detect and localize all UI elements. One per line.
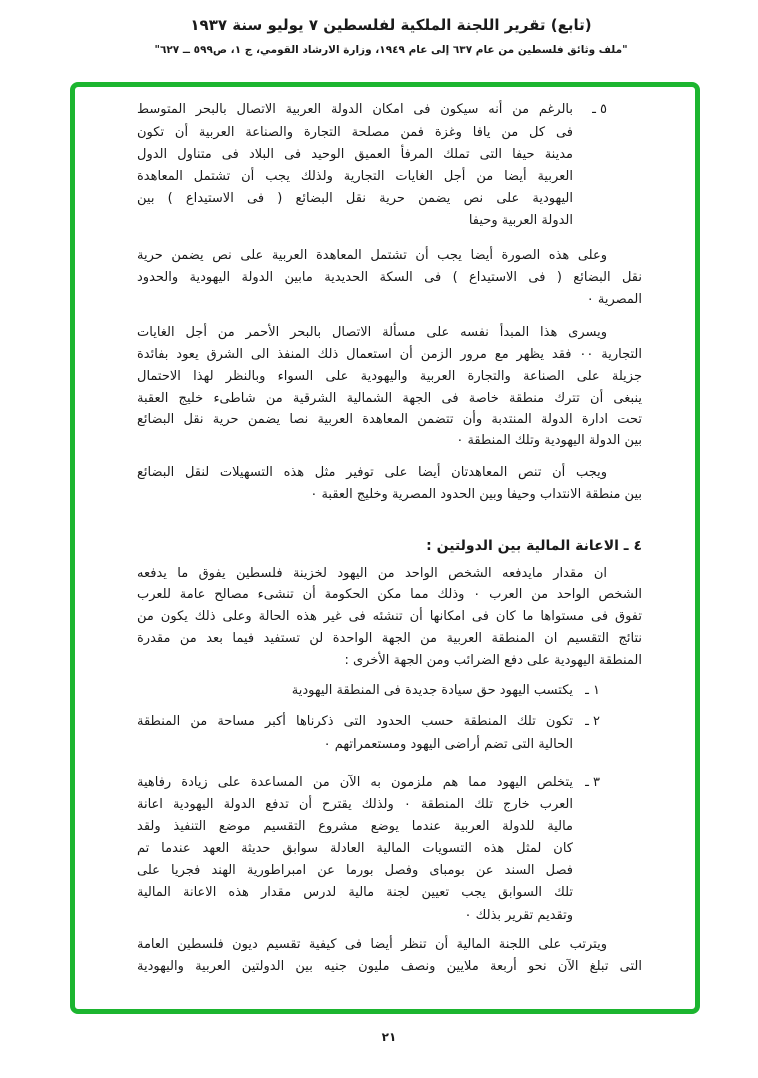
text-line: بين منطقة الانتداب وحيفا وبين الحدود المصرية وخليج العقبة ٠	[310, 487, 642, 502]
text-line: يكتسب اليهود حق سيادة جديدة فى المنطقة اليهودية	[291, 683, 573, 698]
text-line: جزيلة على الصناعة والتجارة العربية واليهودية على السواء وبالنظر لهذا الاحتمال	[137, 369, 642, 384]
item-number: ٥ ـ	[592, 102, 607, 117]
text-line: نتائج التقسيم ان المنطقة العربية من الجهة الواحدة لن تستفيد فيما بعد من مقدرة	[137, 631, 642, 646]
item-number: ١ ـ	[585, 683, 600, 698]
text-line: التى تبلغ الآن نحو أربعة ملايين ونصف مليون جنيه بين الدولتين العربية واليهودية	[137, 959, 642, 974]
text-line: اليهودية على نص يضمن حرية نقل البضائع ( فى الاستيداع ) بين	[137, 191, 573, 206]
text-line: الدولة العربية وحيفا	[468, 213, 573, 228]
page-number: ٢١	[381, 1030, 397, 1044]
text-line: ويسرى هذا المبدأ نفسه على مسألة الاتصال بالبحر الأحمر من أجل الغايات	[137, 325, 607, 340]
text-line: تلك السوابق يجب تعيين لجنة مالية لدرس مقدار هذه الاعانة المالية	[137, 885, 573, 900]
text-line: العربية أيضا من أجل الغايات التجارية ولذلك يجب أن تشتمل المعاهدة	[137, 169, 573, 184]
text-line: المنطقة اليهودية على دفع الضرائب ومن الجهة الأخرى :	[344, 653, 642, 668]
text-line: وتقديم تقرير بذلك ٠	[464, 908, 573, 923]
item-number: ٢ ـ	[585, 714, 600, 729]
text-line: بين الدولة اليهودية وتلك المنطقة ٠	[456, 433, 642, 448]
text-line: كان لمثل هذه التسويات المالية العادلة سوابق حديثة العهد عندما تم	[137, 841, 573, 856]
document-title: (تابع) تقرير اللجنة الملكية لفلسطين ٧ يوليو سنة ١٩٣٧	[190, 16, 592, 34]
section-heading: ٤ ـ الاعانة المالية بين الدولتين :	[426, 538, 642, 554]
text-line: ان مقدار مايدفعه الشخص الواحد من اليهود لخزينة فلسطين يفوق ما يدفعه	[137, 566, 607, 581]
text-line: التجارية ٠٠ فقد يظهر مع مرور الزمن أن استعمال ذلك المنفذ الى الشرق يعود بفائدة	[137, 347, 642, 362]
item-number: ٣ ـ	[585, 775, 600, 790]
text-line: العرب خارج تلك المنطقة ٠ ولذلك يقترح أن تدفع الدولة اليهودية اعانة	[137, 797, 573, 812]
text-line: الحالية التى تضم أراضى اليهود ومستعمراتهم ٠	[323, 737, 573, 752]
text-line: فى كل من يافا وغزة فمن مصلحة التجارة والصناعة العربية أن تكون	[137, 125, 573, 140]
text-line: ويترتب على اللجنة المالية أن تنظر أيضا فى كيفية تقسيم ديون فلسطين العامة	[137, 937, 607, 952]
text-line: ينبغى أن تترك منطقة خاصة فى الجهة الشمالية الشرقية من شاطىء خليج العقبة	[137, 391, 642, 406]
text-line: الشخص الواحد من العرب ٠ وذلك مما مكن الحكومة أن تنشىء مصالح عامة للعرب	[137, 587, 642, 602]
text-line: بالرغم من أنه سيكون فى امكان الدولة العربية الاتصال بالبحر المتوسط	[137, 102, 573, 117]
text-line: فصل السند عن بومباى وفصل بورما عن امبراطورية الهند فجريا على	[137, 863, 573, 878]
text-line: تفوق فى مستواها ما كان فى امكانها أن تنشئه فى غير هذه الحالة وعلى ذلك يكون من	[137, 609, 642, 624]
text-line: تكون تلك المنطقة حسب الحدود التى ذكرناها أكبر مساحة من المنطقة	[137, 714, 573, 729]
text-line: نقل البضائع ( فى الاستيداع ) فى السكة الحديدية مابين الدولة اليهودية والحدود	[137, 270, 642, 285]
text-line: مدينة حيفا التى تملك المرفأ العميق الوحيد فى البلاد فى متناول الدول	[137, 147, 573, 162]
text-line: مالية للدولة العربية عندما يوضع مشروع التقسيم موضع التنفيذ ولقد	[137, 819, 573, 834]
text-line: المصرية ٠	[586, 292, 642, 307]
text-line: يتخلص اليهود مما هم ملزمون به الآن من المساعدة على زيادة رفاهية	[137, 775, 573, 790]
document-source: "ملف وثائق فلسطين من عام ٦٣٧ إلى عام ١٩٤٩، وزارة الارشاد القومي، ج ١، ص٥٩٩ ــ ٦٢٧"	[154, 44, 628, 56]
text-line: ويجب أن تنص المعاهدتان أيضا على توفير مثل هذه التسهيلات لنقل البضائع	[137, 465, 607, 480]
text-line: وعلى هذه الصورة أيضا يجب أن تشتمل المعاهدة العربية على نص يضمن حرية	[137, 248, 607, 263]
text-line: تحت ادارة الدولة المنتدبة وأن تتضمن المعاهدة العربية نصا يضمن حرية نقل البضائع	[137, 412, 642, 427]
